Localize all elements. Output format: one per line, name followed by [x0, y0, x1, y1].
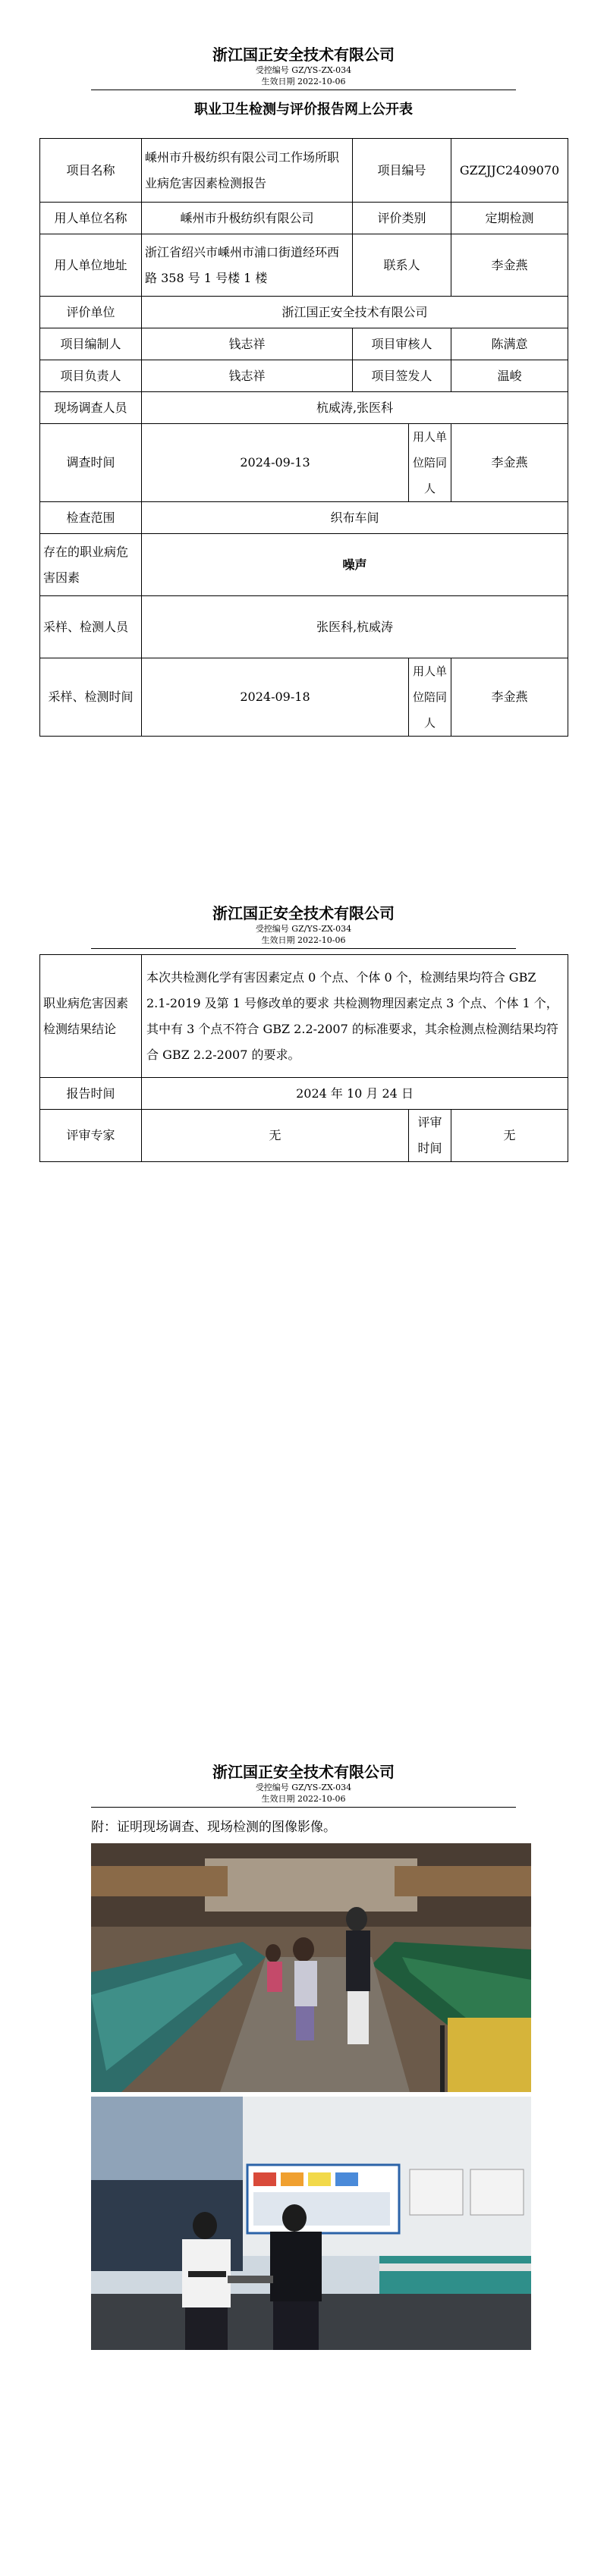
eval-type-label: 评价类别 — [353, 203, 451, 234]
evaluator-value: 浙江国正安全技术有限公司 — [142, 297, 568, 328]
effective-date: 生效日期 2022-10-06 — [261, 77, 346, 86]
header-rule — [91, 948, 516, 949]
employer-label: 用人单位名称 — [40, 203, 142, 234]
sample-time-label: 采样、检测时间 — [40, 658, 142, 737]
report-time-label: 报告时间 — [40, 1078, 142, 1110]
eval-type-value: 定期检测 — [451, 203, 568, 234]
accompany-label: 用人单位陪同人 — [409, 424, 451, 502]
control-number: 受控编号 GZ/YS-ZX-034 — [255, 1783, 352, 1792]
address-value: 浙江省绍兴市嵊州市浦口街道经环西路 358 号 1 号楼 1 楼 — [142, 234, 353, 297]
sample-time-value: 2024-09-18 — [142, 658, 409, 737]
report-table-1 — [39, 138, 568, 737]
hazards-value: 噪声 — [142, 534, 568, 596]
expert-label: 评审专家 — [40, 1110, 142, 1162]
project-no-label: 项目编号 — [353, 139, 451, 203]
issuer-label: 项目签发人 — [353, 360, 451, 392]
header-rule — [91, 1807, 516, 1808]
compiler-value: 钱志祥 — [142, 328, 353, 360]
employer-value: 嵊州市升极纺织有限公司 — [142, 203, 353, 234]
reviewer-label: 项目审核人 — [353, 328, 451, 360]
doc-title: 职业卫生检测与评价报告网上公开表 — [194, 102, 413, 118]
workshop-scene — [91, 1843, 531, 2092]
company-header: 浙江国正安全技术有限公司 — [212, 904, 395, 922]
issuer-value: 温峻 — [451, 360, 568, 392]
effective-date: 生效日期 2022-10-06 — [261, 935, 346, 945]
samplers-value: 张医科,杭威涛 — [142, 596, 568, 658]
control-number: 受控编号 GZ/YS-ZX-034 — [255, 924, 352, 934]
investigators-value: 杭威涛,张医科 — [142, 392, 568, 424]
scope-label: 检查范围 — [40, 502, 142, 534]
effective-date: 生效日期 2022-10-06 — [261, 1794, 346, 1804]
hazards-label: 存在的职业病危害因素 — [40, 534, 142, 596]
page-1 — [0, 0, 607, 857]
contact-value: 李金燕 — [451, 234, 568, 297]
conclusion-label: 职业病危害因素检测结果结论 — [40, 955, 142, 1078]
site-photo-inspection — [91, 2097, 531, 2350]
report-table-2 — [39, 954, 568, 1162]
conclusion-value: 本次共检测化学有害因素定点 0 个点、个体 0 个，检测结果均符合 GBZ 2.1-2019 及第 1 号修改单的要求 共检测物理因素定点 3 个点、个体 1 个，其中有 3 个点不符合 GBZ 2.2-2007 的标准要求，其余检测点检测结果均符合 GBZ 2.2-2007 的要求。 — [142, 955, 568, 1078]
leader-value: 钱志祥 — [142, 360, 353, 392]
site-photo-workshop — [91, 1843, 531, 2092]
project-no-value: GZZJJC2409070 — [451, 139, 568, 203]
survey-time-value: 2024-09-13 — [142, 424, 409, 502]
accompany-value: 李金燕 — [451, 424, 568, 502]
company-header: 浙江国正安全技术有限公司 — [212, 46, 395, 64]
review-time-label: 评审时间 — [409, 1110, 451, 1162]
project-name-value: 嵊州市升极纺织有限公司工作场所职业病危害因素检测报告 — [142, 139, 353, 203]
scope-value: 织布车间 — [142, 502, 568, 534]
attachment-caption: 附：证明现场调查、现场检测的图像影像。 — [91, 1820, 336, 1835]
address-label: 用人单位地址 — [40, 234, 142, 297]
leader-label: 项目负责人 — [40, 360, 142, 392]
reviewer-value: 陈满意 — [451, 328, 568, 360]
accompany2-value: 李金燕 — [451, 658, 568, 737]
control-number: 受控编号 GZ/YS-ZX-034 — [255, 65, 352, 75]
expert-value: 无 — [142, 1110, 409, 1162]
project-name-label: 项目名称 — [40, 139, 142, 203]
page-3 — [0, 1714, 607, 2576]
evaluator-label: 评价单位 — [40, 297, 142, 328]
report-time-value: 2024 年 10 月 24 日 — [142, 1078, 568, 1110]
inspection-scene — [91, 2097, 531, 2350]
samplers-label: 采样、检测人员 — [40, 596, 142, 658]
survey-time-label: 调查时间 — [40, 424, 142, 502]
review-time-value: 无 — [451, 1110, 568, 1162]
page-2 — [0, 857, 607, 1714]
accompany2-label: 用人单位陪同人 — [409, 658, 451, 737]
investigators-label: 现场调查人员 — [40, 392, 142, 424]
compiler-label: 项目编制人 — [40, 328, 142, 360]
company-header: 浙江国正安全技术有限公司 — [212, 1763, 395, 1781]
contact-label: 联系人 — [353, 234, 451, 297]
